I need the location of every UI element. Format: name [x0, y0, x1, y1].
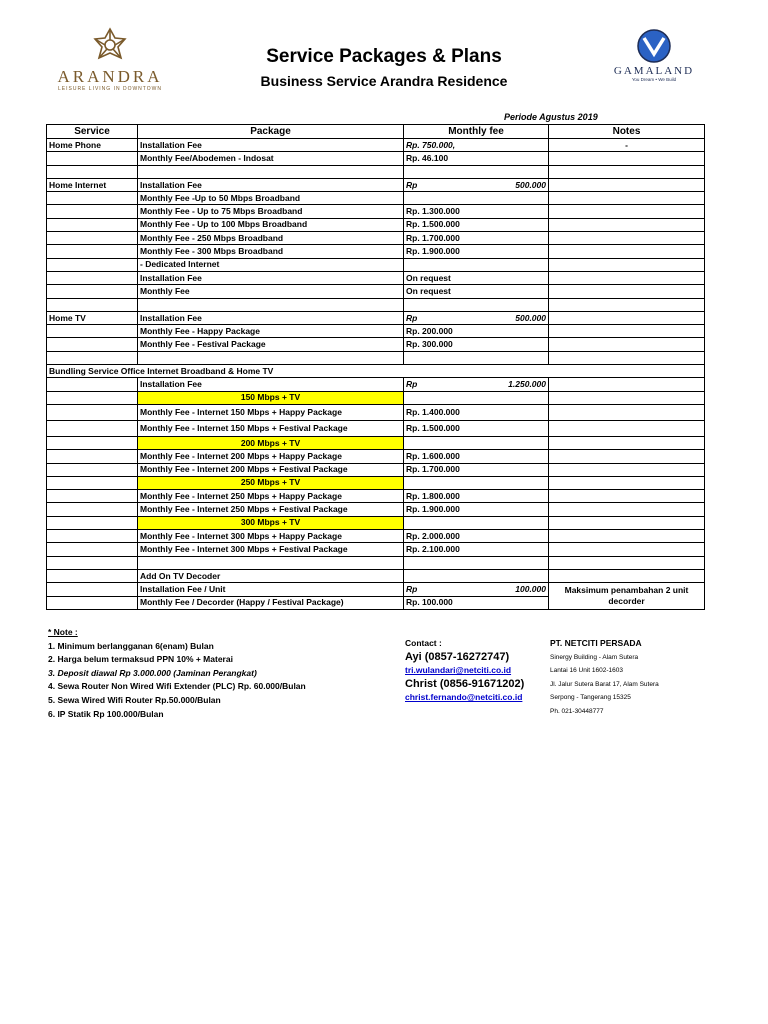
service-cell	[47, 205, 138, 218]
service-cell	[47, 378, 138, 391]
arandra-logo	[54, 26, 166, 96]
bundle-speed-cell: 300 Mbps + TV	[138, 516, 404, 529]
fee-cell: Rp. 1.600.000	[404, 450, 549, 463]
company-address-line: Lantai 16 Unit 1602-1603	[550, 667, 624, 675]
package-cell: Installation Fee	[138, 178, 404, 191]
service-cell	[47, 420, 138, 436]
fee-cell: Rp. 200.000	[404, 325, 549, 338]
currency-label: Rp	[406, 378, 418, 389]
company-address-line: Sinergy Building - Alam Sutera	[550, 653, 639, 661]
fee-cell	[404, 165, 549, 178]
service-cell: Home Phone	[47, 139, 138, 152]
package-cell: Monthly Fee - Up to 75 Mbps Broadband	[138, 205, 404, 218]
notes-cell	[549, 258, 705, 271]
service-cell	[47, 530, 138, 543]
fee-cell	[404, 311, 549, 324]
fee-cell: Rp. 1.900.000	[404, 245, 549, 258]
currency-label: Rp	[406, 179, 418, 190]
fee-cell: On request	[404, 285, 549, 298]
service-cell	[47, 543, 138, 556]
notes-cell	[549, 351, 705, 364]
package-cell: Monthly Fee - Internet 250 Mbps + Festival Package	[138, 503, 404, 516]
fee-cell	[404, 516, 549, 529]
table-row	[47, 530, 705, 543]
package-cell: Monthly Fee/Abodemen - Indosat	[138, 152, 404, 165]
fee-amount: 500.000	[515, 312, 546, 323]
notes-cell	[549, 325, 705, 338]
package-cell: Monthly Fee / Decorder (Happy / Festival Package)	[138, 596, 404, 609]
gamaland-wordmark: GAMALAND	[613, 65, 695, 77]
section-row	[47, 365, 705, 378]
highlight-row	[47, 391, 705, 404]
company-phone: Ph. 021-30448777	[550, 707, 604, 715]
note-item: 2. Harga belum termaksud PPN 10% + Materai	[48, 654, 233, 665]
notes-cell	[549, 476, 705, 489]
service-cell	[47, 556, 138, 569]
notes-cell	[549, 463, 705, 476]
table-row	[47, 583, 705, 596]
service-cell	[47, 351, 138, 364]
service-cell	[47, 476, 138, 489]
gamaland-tagline: You Dream • We Build	[631, 77, 677, 82]
notes-cell	[549, 530, 705, 543]
contact-email-2[interactable]: christ.fernando@netciti.co.id	[405, 692, 523, 703]
package-cell: Monthly Fee - Happy Package	[138, 325, 404, 338]
notes-cell	[549, 569, 705, 582]
fee-cell	[404, 583, 549, 596]
package-cell: Monthly Fee - Internet 150 Mbps + Festival Package	[138, 420, 404, 436]
notes-cell	[549, 503, 705, 516]
arandra-wordmark: ARANDRA	[57, 67, 163, 86]
notes-cell	[549, 516, 705, 529]
service-cell	[47, 192, 138, 205]
table-row	[47, 218, 705, 231]
arandra-emblem-icon	[90, 26, 130, 66]
contact-email-1[interactable]: tri.wulandari@netciti.co.id	[405, 665, 512, 676]
notes-section	[48, 626, 306, 721]
table-row	[47, 543, 705, 556]
notes-cell	[549, 298, 705, 311]
company-section	[550, 637, 659, 719]
service-cell: Home TV	[47, 311, 138, 324]
package-cell: Monthly Fee - 300 Mbps Broadband	[138, 245, 404, 258]
arandra-tagline: LEISURE LIVING IN DOWNTOWN	[58, 86, 162, 92]
service-cell	[47, 165, 138, 178]
bundle-speed-cell: 250 Mbps + TV	[138, 476, 404, 489]
notes-cell: Maksimum penambahan 2 unit decorder	[549, 583, 705, 610]
table-row	[47, 285, 705, 298]
service-cell	[47, 463, 138, 476]
fee-cell: Rp. 1.800.000	[404, 490, 549, 503]
column-header-package: Package	[138, 125, 404, 139]
notes-cell	[549, 165, 705, 178]
table-row	[47, 258, 705, 271]
fee-cell: Rp. 1.700.000	[404, 463, 549, 476]
table-row	[47, 205, 705, 218]
package-cell: Monthly Fee - Internet 150 Mbps + Happy Package	[138, 404, 404, 420]
column-header-service: Service	[47, 125, 138, 139]
service-cell	[47, 152, 138, 165]
fee-cell: Rp. 1.400.000	[404, 404, 549, 420]
notes-cell	[549, 420, 705, 436]
service-cell	[47, 503, 138, 516]
fee-amount: 500.000	[515, 179, 546, 190]
package-cell: Monthly Fee - Internet 200 Mbps + Festival Package	[138, 463, 404, 476]
table-row	[47, 556, 705, 569]
notes-cell	[549, 378, 705, 391]
package-cell	[138, 298, 404, 311]
notes-cell	[549, 152, 705, 165]
package-cell: Monthly Fee - Internet 200 Mbps + Happy Package	[138, 450, 404, 463]
package-cell: Installation Fee	[138, 139, 404, 152]
service-cell	[47, 516, 138, 529]
page-title: Service Packages & Plans	[266, 46, 502, 67]
package-cell: Installation Fee	[138, 271, 404, 284]
fee-cell	[404, 556, 549, 569]
table-row	[47, 503, 705, 516]
fee-cell: Rp. 1.300.000	[404, 205, 549, 218]
fee-cell	[404, 391, 549, 404]
column-header-notes: Notes	[549, 125, 705, 139]
table-row	[47, 192, 705, 205]
highlight-row	[47, 436, 705, 449]
table-row	[47, 450, 705, 463]
notes-cell	[549, 391, 705, 404]
service-cell: Home Internet	[47, 178, 138, 191]
note-item: 5. Sewa Wired Wifi Router Rp.50.000/Bulan	[48, 694, 221, 705]
page-subtitle: Business Service Arandra Residence	[260, 73, 508, 89]
note-item: 1. Minimum berlangganan 6(enam) Bulan	[48, 640, 214, 651]
fee-cell: Rp. 46.100	[404, 152, 549, 165]
fee-cell	[404, 378, 549, 391]
notes-cell: -	[549, 139, 705, 152]
fee-cell	[404, 569, 549, 582]
table-row	[47, 152, 705, 165]
table-header-row	[47, 125, 705, 139]
notes-cell	[549, 205, 705, 218]
service-cell	[47, 258, 138, 271]
notes-cell	[549, 192, 705, 205]
note-item: 4. Sewa Router Non Wired Wifi Extender (PLC) Rp. 60.000/Bulan	[48, 681, 306, 692]
service-cell	[47, 583, 138, 596]
service-cell	[47, 391, 138, 404]
service-cell	[47, 436, 138, 449]
contact-person-2: Christ (0856-91671202)	[405, 677, 525, 690]
fee-cell	[404, 258, 549, 271]
table-row	[47, 351, 705, 364]
bundle-speed-cell: 200 Mbps + TV	[138, 436, 404, 449]
highlight-row	[47, 516, 705, 529]
notes-cell	[549, 338, 705, 351]
fee-cell: Rp. 1.500.000	[404, 420, 549, 436]
package-cell: Installation Fee	[138, 311, 404, 324]
notes-cell	[549, 556, 705, 569]
table-row	[47, 569, 705, 582]
highlight-row	[47, 476, 705, 489]
service-cell	[47, 490, 138, 503]
table-row	[47, 298, 705, 311]
service-cell	[47, 271, 138, 284]
fee-cell	[404, 351, 549, 364]
service-cell	[47, 596, 138, 609]
package-cell: Add On TV Decoder	[138, 569, 404, 582]
service-cell	[47, 450, 138, 463]
notes-cell	[549, 232, 705, 245]
fee-cell	[404, 192, 549, 205]
package-cell: Monthly Fee - 250 Mbps Broadband	[138, 232, 404, 245]
notes-cell	[549, 311, 705, 324]
notes-cell	[549, 404, 705, 420]
table-row	[47, 232, 705, 245]
table-row	[47, 271, 705, 284]
package-cell: Monthly Fee - Internet 300 Mbps + Happy Package	[138, 530, 404, 543]
fee-cell	[404, 298, 549, 311]
column-header-monthly-fee: Monthly fee	[404, 125, 549, 139]
notes-cell	[549, 436, 705, 449]
package-cell: Monthly Fee - Internet 250 Mbps + Happy Package	[138, 490, 404, 503]
notes-heading: * Note :	[48, 627, 78, 637]
fee-amount: 1.250.000	[508, 378, 546, 389]
table-row	[47, 139, 705, 152]
section-title-cell: Bundling Service Office Internet Broadband & Home TV	[47, 365, 705, 378]
notes-cell	[549, 490, 705, 503]
service-cell	[47, 232, 138, 245]
contact-section	[405, 637, 524, 705]
table-row	[47, 463, 705, 476]
packages-table	[46, 124, 705, 610]
notes-cell	[549, 450, 705, 463]
notes-cell	[549, 543, 705, 556]
contact-label: Contact :	[405, 638, 442, 648]
gamaland-emblem-icon	[636, 28, 672, 64]
fee-cell: Rp. 1.700.000	[404, 232, 549, 245]
fee-cell: On request	[404, 271, 549, 284]
table-row	[47, 420, 705, 436]
table-row	[47, 378, 705, 391]
package-cell: Monthly Fee	[138, 285, 404, 298]
company-address-line: Serpong - Tangerang 15325	[550, 694, 631, 702]
service-cell	[47, 285, 138, 298]
fee-cell: Rp. 1.500.000	[404, 218, 549, 231]
gamaland-logo	[604, 28, 704, 90]
package-cell: Monthly Fee -Up to 50 Mbps Broadband	[138, 192, 404, 205]
fee-cell: Rp. 300.000	[404, 338, 549, 351]
notes-cell	[549, 178, 705, 191]
notes-cell	[549, 271, 705, 284]
fee-amount: 100.000	[515, 583, 546, 594]
contact-person-1: Ayi (0857-16272747)	[405, 650, 510, 663]
notes-cell	[549, 285, 705, 298]
package-cell	[138, 165, 404, 178]
fee-cell: Rp. 2.000.000	[404, 530, 549, 543]
package-cell: - Dedicated Internet	[138, 258, 404, 271]
package-cell	[138, 351, 404, 364]
table-row	[47, 404, 705, 420]
bundle-speed-cell: 150 Mbps + TV	[138, 391, 404, 404]
table-row	[47, 311, 705, 324]
period-label: Periode Agustus 2019	[504, 112, 598, 122]
fee-cell	[404, 178, 549, 191]
service-cell	[47, 338, 138, 351]
table-row	[47, 490, 705, 503]
fee-cell	[404, 436, 549, 449]
service-cell	[47, 569, 138, 582]
fee-cell: Rp. 750.000,	[404, 139, 549, 152]
package-cell: Installation Fee	[138, 378, 404, 391]
currency-label: Rp	[406, 583, 418, 594]
notes-cell	[549, 245, 705, 258]
table-row	[47, 338, 705, 351]
package-cell	[138, 556, 404, 569]
note-item: 6. IP Statik Rp 100.000/Bulan	[48, 708, 164, 719]
package-cell: Monthly Fee - Up to 100 Mbps Broadband	[138, 218, 404, 231]
service-cell	[47, 404, 138, 420]
fee-cell: Rp. 2.100.000	[404, 543, 549, 556]
service-cell	[47, 298, 138, 311]
notes-cell	[549, 218, 705, 231]
service-cell	[47, 218, 138, 231]
currency-label: Rp	[406, 312, 418, 323]
note-item: 3. Deposit diawal Rp 3.000.000 (Jaminan Perangkat)	[48, 667, 257, 678]
company-address-line: Jl. Jalur Sutera Barat 17, Alam Sutera	[550, 680, 659, 688]
package-cell: Monthly Fee - Festival Package	[138, 338, 404, 351]
table-row	[47, 245, 705, 258]
package-cell: Monthly Fee - Internet 300 Mbps + Festival Package	[138, 543, 404, 556]
service-cell	[47, 245, 138, 258]
fee-cell	[404, 476, 549, 489]
service-cell	[47, 325, 138, 338]
table-row	[47, 178, 705, 191]
fee-cell: Rp. 100.000	[404, 596, 549, 609]
fee-cell: Rp. 1.900.000	[404, 503, 549, 516]
table-row	[47, 165, 705, 178]
package-cell: Installation Fee / Unit	[138, 583, 404, 596]
table-row	[47, 325, 705, 338]
company-name: PT. NETCITI PERSADA	[550, 638, 642, 648]
